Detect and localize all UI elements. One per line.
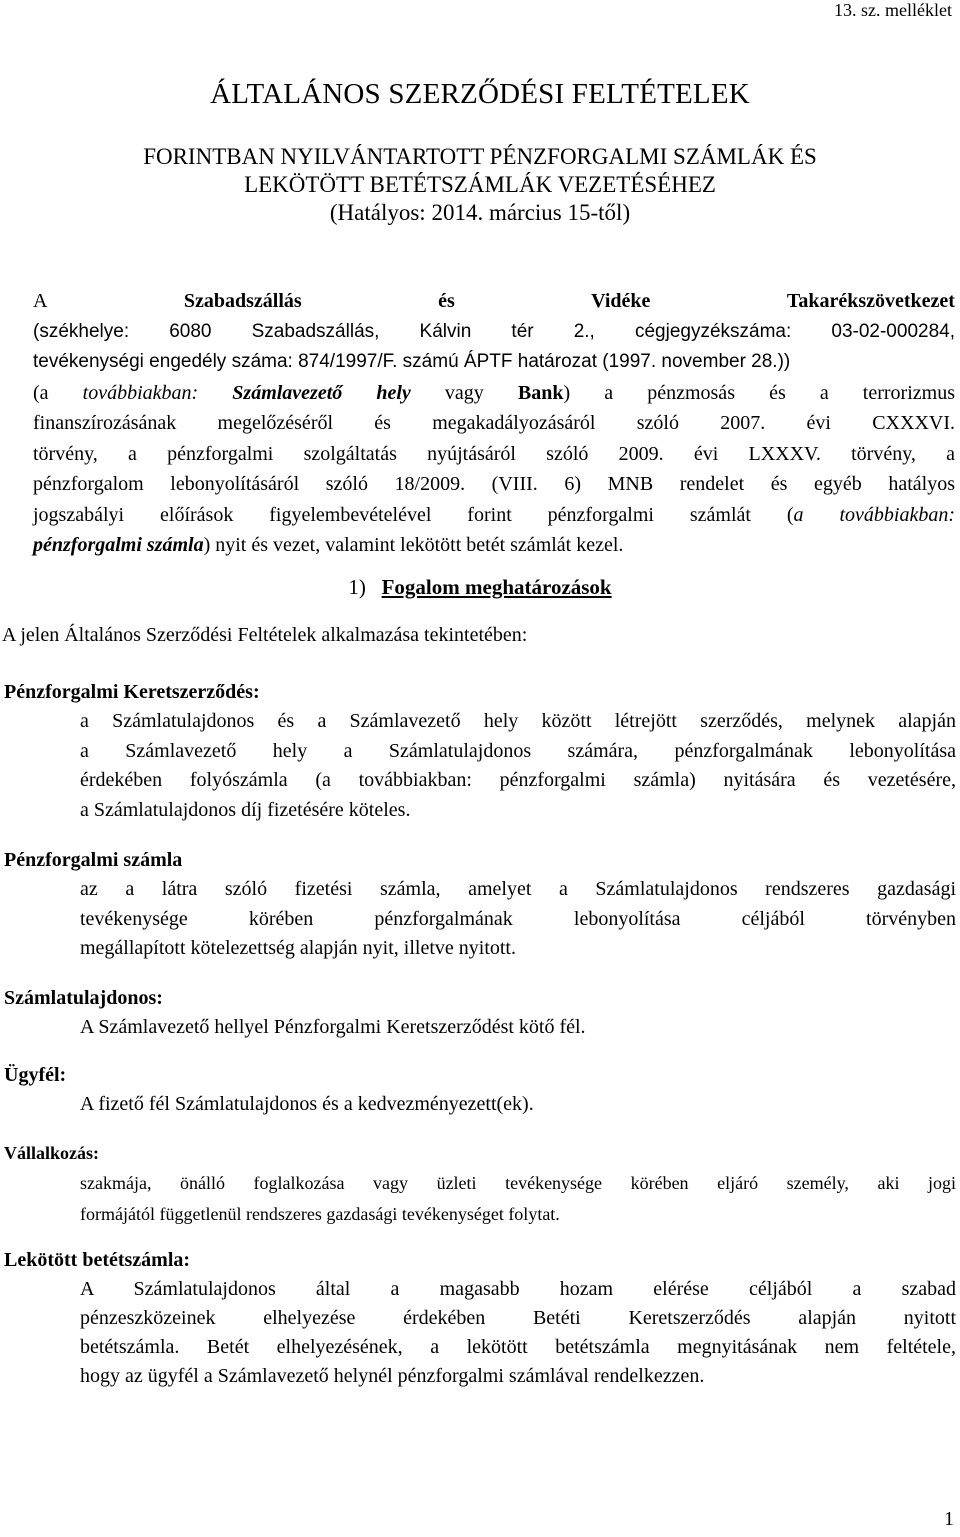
definition-line: hogy az ügyfél a Számlavezető helynél pénzforgalmi számlával rendelkezzen. bbox=[80, 1365, 705, 1387]
definition-item bbox=[4, 983, 956, 1043]
definition-line: pénzeszközeinek elhelyezése érdekében Betéti Keretszerződés alapján nyitott bbox=[80, 1307, 956, 1329]
intro-text: ) a pénzmosás és a terrorizmus bbox=[563, 381, 955, 404]
definition-line: a Számlatulajdonos és a Számlavezető hely között létrejött szerződés, melynek alapján bbox=[80, 710, 956, 732]
definition-body bbox=[80, 1013, 956, 1043]
intro-text: jogszabályi előírások figyelembevételével forint pénzforgalmi számlát ( bbox=[33, 503, 794, 526]
document-subtitle bbox=[0, 143, 960, 227]
definition-item bbox=[4, 1060, 956, 1120]
intro-line-4 bbox=[33, 378, 955, 409]
definition-body bbox=[80, 1275, 956, 1391]
intro-line-6: törvény, a pénzforgalmi szolgáltatás nyújtásáról szóló 2009. évi LXXXV. törvény, a bbox=[33, 442, 955, 465]
definition-line: a Számlavezető hely a Számlatulajdonos számára, pénzforgalmának lebonyolítása bbox=[80, 739, 956, 762]
intro-line-9 bbox=[33, 530, 955, 561]
intro-text: ) nyit és vezet, valamint lekötött betét számlát kezel. bbox=[203, 534, 624, 556]
intro-text: a továbbiakban: bbox=[793, 503, 955, 526]
definition-term: Vállalkozás: bbox=[4, 1143, 100, 1163]
intro-term: Bank bbox=[517, 381, 564, 404]
definition-line: betétszámla. Betét elhelyezésének, a lekötött betétszámla megnyitásának nem feltétele, bbox=[80, 1336, 956, 1358]
intro-word: Szabadszállás bbox=[183, 290, 302, 312]
definition-line: megállapított kötelezettség alapján nyit, illetve nyitott. bbox=[80, 937, 516, 959]
definition-item bbox=[4, 1138, 956, 1228]
definition-line: A Számlatulajdonos által a magasabb hozam elérése céljából a szabad bbox=[80, 1278, 956, 1300]
intro-line-7: pénzforgalom lebonyolításáról szóló 18/2009. (VIII. 6) MNB rendelet és egyéb hatályos bbox=[33, 473, 955, 495]
intro-line-3: tevékenységi engedély száma: 874/1997/F. számú ÁPTF határozat (1997. november 28.)) bbox=[33, 351, 791, 372]
intro-line-5: finanszírozásának megelőzéséről és megakadályozásáról szóló 2007. évi CXXXVI. bbox=[33, 412, 955, 434]
section-title: Fogalom meghatározások bbox=[381, 575, 612, 599]
subtitle-line-1: FORINTBAN NYILVÁNTARTOTT PÉNZFORGALMI SZÁMLÁK ÉS bbox=[143, 144, 817, 169]
intro-line-1 bbox=[33, 286, 955, 317]
definition-line: A Számlavezető hellyel Pénzforgalmi Keretszerződést kötő fél. bbox=[80, 1016, 586, 1038]
section-lead: A jelen Általános Szerződési Feltételek alkalmazása tekintetében: bbox=[2, 624, 528, 646]
section-heading bbox=[0, 575, 960, 600]
definition-term: Számlatulajdonos: bbox=[4, 987, 163, 1009]
definition-body bbox=[80, 1090, 956, 1120]
intro-text: (a bbox=[33, 381, 83, 404]
definition-item bbox=[4, 845, 956, 964]
definition-item bbox=[4, 677, 956, 825]
intro-text: továbbiakban: bbox=[82, 381, 233, 404]
intro-word: és bbox=[438, 290, 455, 312]
definition-body bbox=[80, 1170, 956, 1228]
intro-line-2: (székhelye: 6080 Szabadszállás, Kálvin tér 2., cégjegyzékszáma: 03-02-000284, bbox=[33, 320, 955, 342]
intro-term: pénzforgalmi számla bbox=[33, 534, 204, 556]
definition-line: a Számlatulajdonos díj fizetésére köteles. bbox=[80, 798, 411, 821]
definition-body bbox=[80, 707, 956, 825]
definition-line: tevékenysége körében pénzforgalmának lebonyolítása céljából törvényben bbox=[80, 907, 956, 930]
definition-term: Pénzforgalmi Keretszerződés: bbox=[4, 681, 260, 703]
definition-line: formájától függetlenül rendszeres gazdasági tevékenységet folytat. bbox=[80, 1204, 560, 1224]
section-number: 1) bbox=[348, 575, 366, 599]
intro-word: Takarékszövetkezet bbox=[786, 290, 955, 312]
definition-line: A fizető fél Számlatulajdonos és a kedvezményezett(ek). bbox=[80, 1093, 534, 1115]
definition-body bbox=[80, 875, 956, 964]
definition-line: szakmája, önálló foglalkozása vagy üzleti tevékenysége körében eljáró személy, aki jogi bbox=[80, 1173, 956, 1193]
intro-term: Számlavezető hely bbox=[232, 381, 411, 404]
intro-text: vagy bbox=[410, 381, 518, 404]
definition-term: Ügyfél: bbox=[4, 1064, 67, 1086]
intro-paragraph bbox=[33, 286, 955, 561]
definition-item bbox=[4, 1245, 956, 1391]
annex-label: 13. sz. melléklet bbox=[834, 0, 952, 20]
document-title: ÁLTALÁNOS SZERZŐDÉSI FELTÉTELEK bbox=[210, 78, 750, 110]
effective-date: (Hatályos: 2014. március 15-től) bbox=[329, 200, 631, 225]
intro-word: A bbox=[33, 290, 48, 312]
intro-word: Vidéke bbox=[591, 290, 651, 312]
definition-line: érdekében folyószámla (a továbbiakban: pénzforgalmi számla) nyitására és vezetésére, bbox=[80, 769, 956, 791]
subtitle-line-2: LEKÖTÖTT BETÉTSZÁMLÁK VEZETÉSÉHEZ bbox=[244, 172, 716, 197]
intro-line-8 bbox=[33, 500, 955, 531]
page-number: 1 bbox=[944, 1508, 954, 1530]
definition-line: az a látra szóló fizetési számla, amelyet a Számlatulajdonos rendszeres gazdasági bbox=[80, 878, 956, 900]
definition-term: Lekötött betétszámla: bbox=[4, 1249, 191, 1271]
definition-term: Pénzforgalmi számla bbox=[4, 849, 183, 871]
